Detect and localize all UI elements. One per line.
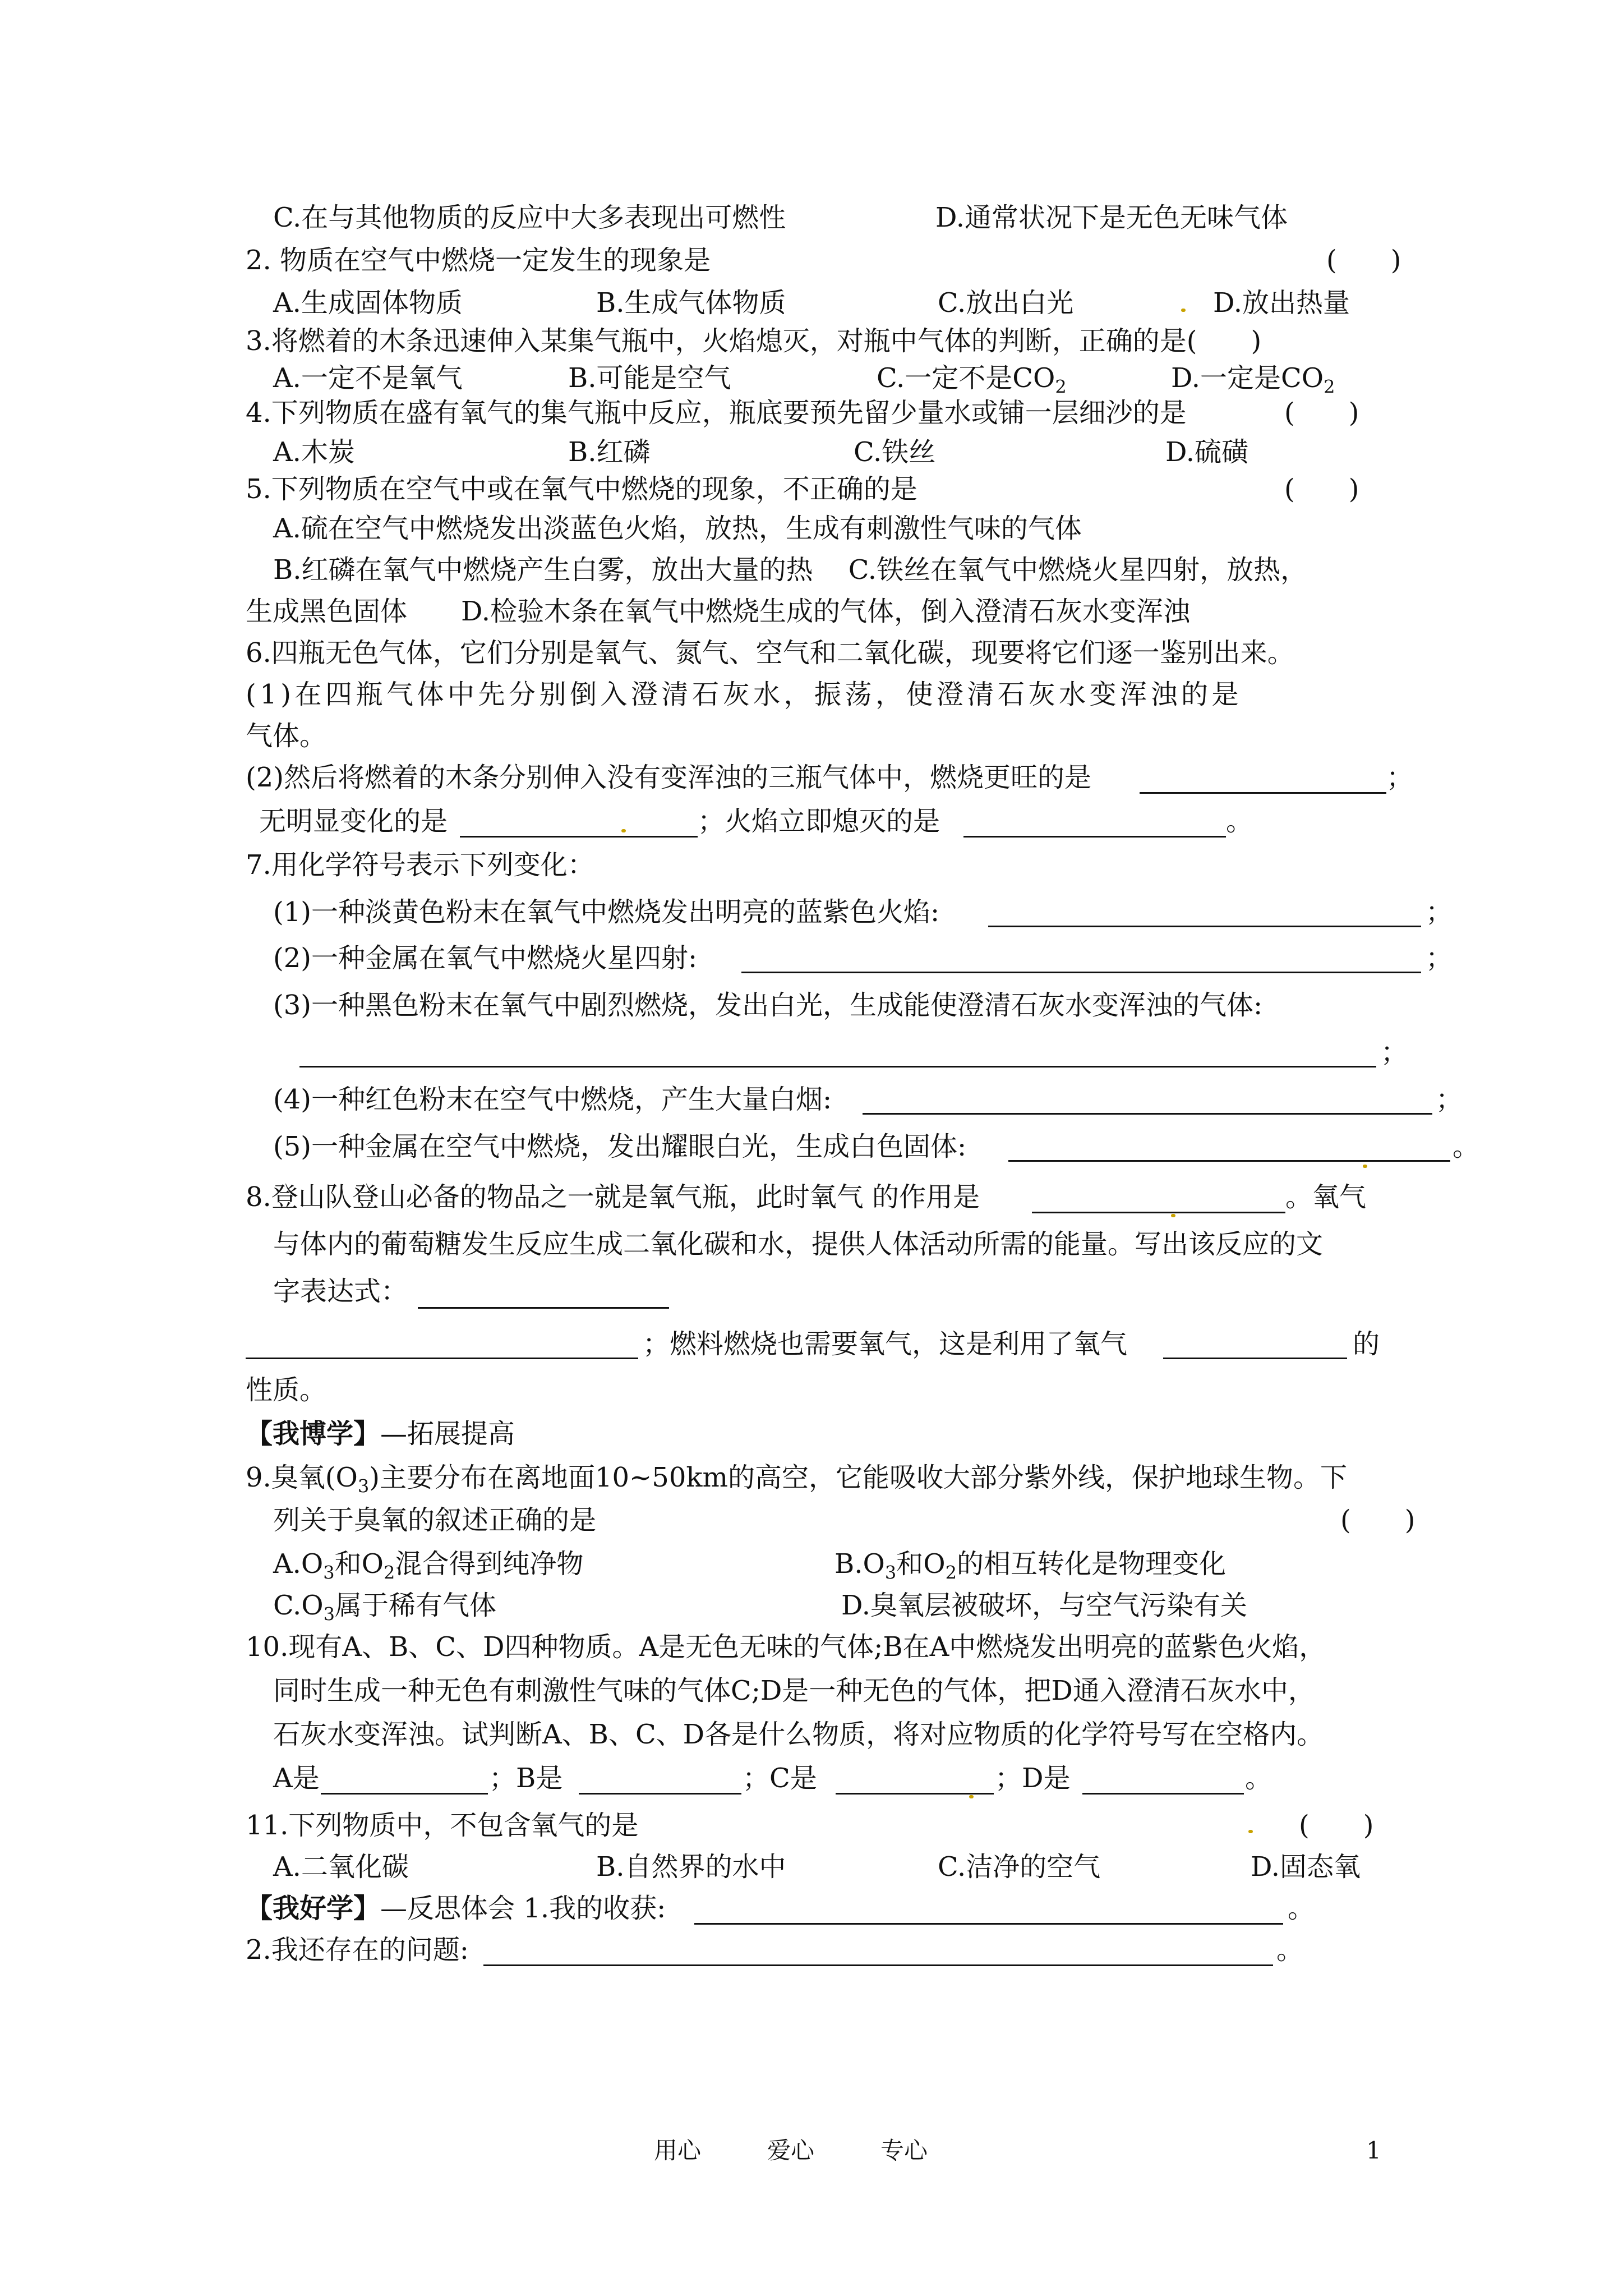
q10-blank-b[interactable] bbox=[579, 1793, 741, 1795]
q1-option-d: D.通常状况下是无色无味气体 bbox=[935, 202, 1288, 233]
q6-blank-extinguished[interactable] bbox=[963, 836, 1226, 838]
q9-option-c: $C.O_3$属于稀有气体 bbox=[273, 1590, 496, 1625]
q2-option-d: D.放出热量 bbox=[1213, 287, 1350, 319]
q10-label-c: ；C是 bbox=[743, 1763, 817, 1794]
q6-blank-no-change[interactable] bbox=[460, 836, 698, 838]
q9-line2: 列关于臭氧的叙述正确的是 bbox=[273, 1504, 597, 1536]
page-number: 1 bbox=[1366, 2137, 1381, 2164]
q10-line3: 石灰水变浑浊。试判断A、B、C、D各是什么物质，将对应物质的化学符号写在空格内。 bbox=[273, 1719, 1324, 1750]
q10-end: 。 bbox=[1245, 1763, 1272, 1794]
q8-blank-oxygen-property[interactable] bbox=[1163, 1358, 1347, 1359]
q9-option-a: $A.O_3$和$O_2$混合得到纯净物 bbox=[273, 1548, 584, 1584]
q9-line1: 9.臭氧$(O_3)$主要分布在离地面10~50km的高空，它能吸收大部分紫外线，保护地球生物。下 bbox=[246, 1462, 1347, 1497]
footer-motto-1: 用心 bbox=[654, 2137, 702, 2164]
scan-mark bbox=[1171, 1214, 1175, 1217]
q8-line5: 性质。 bbox=[246, 1374, 327, 1406]
q2-stem: 2. 物质在空气中燃烧一定发生的现象是 bbox=[246, 245, 711, 276]
q8-line2: 与体内的葡萄糖发生反应生成二氧化碳和水，提供人体活动所需的能量。写出该反应的文 bbox=[273, 1228, 1324, 1260]
q11-option-d: D.固态氧 bbox=[1251, 1851, 1361, 1883]
reflect-blank-gains[interactable] bbox=[694, 1923, 1283, 1925]
q7-semicolon-1: ； bbox=[1426, 896, 1453, 928]
reflect-line2: 2.我还存在的问题: bbox=[246, 1934, 469, 1966]
footer-motto-3: 专心 bbox=[880, 2137, 928, 2164]
scan-mark bbox=[1248, 1830, 1253, 1833]
q4-option-d: D.硫磺 bbox=[1165, 436, 1249, 468]
q5-stem: 5.下列物质在空气中或在氧气中燃烧的现象，不正确的是 bbox=[246, 473, 917, 505]
q1-option-c: C.在与其他物质的反应中大多表现出可燃性 bbox=[273, 202, 786, 233]
q10-blank-a[interactable] bbox=[321, 1793, 488, 1795]
q3-option-d: D.一定是$CO_2$ bbox=[1171, 362, 1335, 398]
q10-line2: 同时生成一种无色有刺激性气味的气体C;D是一种无色的气体，把D通入澄清石灰水中， bbox=[273, 1675, 1315, 1706]
q8-line4-end: 的 bbox=[1353, 1328, 1380, 1360]
q9-option-b: $B.O_3$和$O_2$的相互转化是物理变化 bbox=[834, 1548, 1226, 1584]
q7-semicolon-4: ； bbox=[1436, 1084, 1463, 1115]
q6-stem: 6.四瓶无色气体，它们分别是氧气、氮气、空气和二氧化碳，现要将它们逐一鉴别出来。 bbox=[246, 637, 1294, 669]
scan-mark bbox=[1363, 1165, 1367, 1168]
q4-option-a: A.木炭 bbox=[273, 436, 355, 468]
q11-stem: 11.下列物质中，不包含氧气的是 bbox=[246, 1810, 639, 1841]
q6-part3-end: 。 bbox=[1226, 806, 1253, 837]
q10-blank-c[interactable] bbox=[836, 1793, 994, 1795]
q11-option-b: B.自然界的水中 bbox=[596, 1851, 786, 1883]
q2-option-b: B.生成气体物质 bbox=[596, 287, 786, 319]
q7-blank-4[interactable] bbox=[863, 1113, 1432, 1115]
q10-label-a: A是 bbox=[273, 1763, 320, 1794]
q3-option-c: C.一定不是$CO_2$ bbox=[877, 362, 1067, 398]
q7-semicolon-3: ； bbox=[1381, 1037, 1408, 1068]
q11-option-a: A.二氧化碳 bbox=[273, 1851, 409, 1883]
q8-blank-expression-a[interactable] bbox=[418, 1307, 669, 1309]
q7-item-1: (1)一种淡黄色粉末在氧气中燃烧发出明亮的蓝紫色火焰: bbox=[273, 896, 940, 928]
footer-motto-2: 爱心 bbox=[767, 2137, 815, 2164]
q8-line3: 字表达式： bbox=[273, 1276, 408, 1307]
q10-label-d: ；D是 bbox=[995, 1763, 1071, 1794]
q7-stem: 7.用化学符号表示下列变化： bbox=[246, 849, 594, 881]
scan-mark bbox=[621, 829, 626, 832]
reflect-blank-problems[interactable] bbox=[483, 1964, 1273, 1966]
q4-answer-paren: ( ) bbox=[1284, 397, 1359, 429]
q6-blank-burns-brighter[interactable] bbox=[1140, 792, 1386, 794]
q7-period-5: 。 bbox=[1453, 1131, 1480, 1162]
q3-option-a: A.一定不是氧气 bbox=[273, 362, 463, 394]
q10-line1: 10.现有A、B、C、D四种物质。A是无色无味的气体;B在A中燃烧发出明亮的蓝紫色火焰， bbox=[246, 1631, 1326, 1663]
q7-item-4: (4)一种红色粉末在空气中燃烧，产生大量白烟: bbox=[273, 1084, 832, 1115]
q8-blank-oxygen-role[interactable] bbox=[1032, 1212, 1285, 1213]
q2-option-a: A.生成固体物质 bbox=[273, 287, 463, 319]
q4-option-b: B.红磷 bbox=[568, 436, 651, 468]
q7-blank-1[interactable] bbox=[988, 926, 1421, 927]
q11-option-c: C.洁净的空气 bbox=[938, 1851, 1101, 1883]
reflect-line1: 【我好学】—反思体会 1.我的收获: bbox=[246, 1893, 666, 1924]
q4-stem: 4.下列物质在盛有氧气的集气瓶中反应，瓶底要预先留少量水或铺一层细沙的是 bbox=[246, 397, 1187, 429]
q7-item-5: (5)一种金属在空气中燃烧，发出耀眼白光，生成白色固体: bbox=[273, 1131, 967, 1162]
q3-option-b: B.可能是空气 bbox=[568, 362, 731, 394]
scan-mark bbox=[969, 1795, 974, 1798]
reflect-end-2: 。 bbox=[1276, 1934, 1304, 1966]
q7-semicolon-2: ； bbox=[1426, 942, 1453, 974]
q11-answer-paren: ( ) bbox=[1299, 1810, 1374, 1841]
q5-option-bc: B.红磷在氧气中燃烧产生白雾，放出大量的热 C.铁丝在氧气中燃烧火星四射，放热， bbox=[273, 554, 1308, 586]
q9-answer-paren: ( ) bbox=[1340, 1504, 1415, 1536]
q2-option-c: C.放出白光 bbox=[938, 287, 1074, 319]
q6-part1-end: 气体。 bbox=[246, 720, 327, 752]
section-expand-heading: 【我博学】—拓展提高 bbox=[246, 1418, 515, 1450]
q5-option-a: A.硫在空气中燃烧发出淡蓝色火焰，放热，生成有刺激性气味的气体 bbox=[273, 513, 1082, 544]
reflect-end-1: 。 bbox=[1288, 1893, 1315, 1924]
q8-line1: 8.登山队登山必备的物品之一就是氧气瓶，此时氧气 的作用是 bbox=[246, 1181, 980, 1213]
q7-item-3: (3)一种黑色粉末在氧气中剧烈燃烧，发出白光，生成能使澄清石灰水变浑浊的气体: bbox=[273, 990, 1263, 1021]
q7-blank-2[interactable] bbox=[741, 972, 1421, 973]
q6-part3-label: 无明显变化的是 bbox=[259, 806, 448, 837]
q10-blank-d[interactable] bbox=[1082, 1793, 1244, 1795]
q7-blank-5[interactable] bbox=[1008, 1160, 1450, 1162]
q6-part2-end: ； bbox=[1386, 762, 1414, 793]
q7-blank-3[interactable] bbox=[299, 1066, 1376, 1068]
q7-item-2: (2)一种金属在氧气中燃烧火星四射: bbox=[273, 942, 698, 974]
q6-part1: (1)在四瓶气体中先分别倒入澄清石灰水，振荡，使澄清石灰水变浑浊的是 bbox=[246, 679, 1242, 710]
q2-answer-paren: ( ) bbox=[1326, 245, 1401, 276]
q3-stem: 3.将燃着的木条迅速伸入某集气瓶中，火焰熄灭，对瓶中气体的判断，正确的是( ) bbox=[246, 325, 1262, 357]
q6-part3-label-b: ；火焰立即熄灭的是 bbox=[698, 806, 940, 837]
q9-option-d: D.臭氧层被破坏，与空气污染有关 bbox=[841, 1590, 1248, 1621]
q4-option-c: C.铁丝 bbox=[854, 436, 936, 468]
q5-answer-paren: ( ) bbox=[1284, 473, 1359, 505]
q10-label-b: ；B是 bbox=[489, 1763, 563, 1794]
q8-blank-expression-b[interactable] bbox=[246, 1358, 638, 1359]
q8-line1-end: 。氧气 bbox=[1285, 1181, 1367, 1213]
q6-part2: (2)然后将燃着的木条分别伸入没有变浑浊的三瓶气体中，燃烧更旺的是 bbox=[246, 762, 1091, 793]
scan-mark bbox=[1181, 309, 1186, 312]
q5-option-cd: 生成黑色固体 D.检验木条在氧气中燃烧生成的气体，倒入澄清石灰水变浑浊 bbox=[246, 596, 1191, 627]
q8-line4: ；燃料燃烧也需要氧气，这是利用了氧气 bbox=[643, 1328, 1128, 1360]
